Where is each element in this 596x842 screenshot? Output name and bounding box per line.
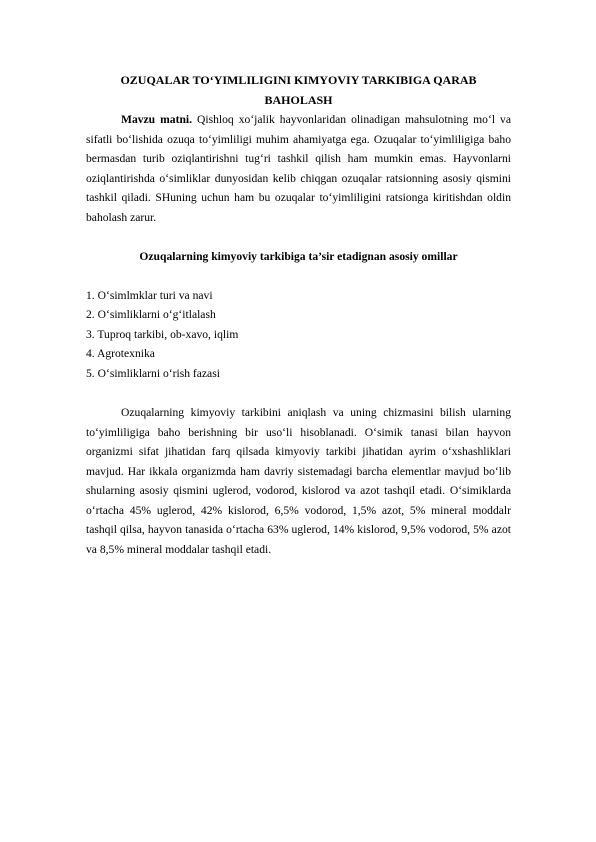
list-item: 5. O‘simliklarni o‘rish fazasi bbox=[86, 366, 220, 380]
composition-paragraph: Ozuqalarning kimyoviy tarkibini aniqlash va uning chizmasini bilish ularning to‘yimliligiga baho berishning bir uso‘li hisoblanadi. O‘simik tanasi bilan hayvon organizmi sifat jihatidan farq qilsada kimyoviy tarkibi jihatidan ayrim o‘xshashliklari mavjud. Har ikkala organizmda ham davriy sistemadagi barcha elementlar mavjud bo‘lib shularning asosiy qismini uglerod, vodorod, kislorod va azot tashqil etadi. O‘simiklarda o‘rtacha 45% uglerod, 42% kislorod, 6,5% vodorod, 1,5% azot, 5% mineral moddalr tashqil qilsa, hayvon tanasida o‘rtacha 63% uglerod, 14% kislorod, 9,5% vodorod, 5% azot va 8,5% mineral moddalar tashqil etadi. bbox=[86, 406, 511, 556]
title-line-2: BAHOLASH bbox=[264, 93, 333, 107]
document-page bbox=[86, 70, 511, 559]
list-item: 2. O‘simliklarni o‘g‘itlalash bbox=[86, 308, 216, 321]
section-subtitle: Ozuqalarning kimyoviy tarkibiga ta’sir etadignan asosiy omillar bbox=[139, 250, 458, 263]
list-item: 4. Agrotexnika bbox=[86, 347, 155, 360]
document-title bbox=[86, 70, 511, 110]
factors-list bbox=[86, 286, 511, 384]
topic-text: Qishloq xo‘jalik hayvonlaridan olinadigan mahsulotning mo‘l va sifatli bo‘lishida ozuqa to‘yimliligi muhim ahamiyatga ega. Ozuqalar to‘yimliligiga baho bermasdan turib oziqlantirishni tug‘ri tashkil qilish ham mumkin emas. Hayvonlarni oziqlantirishda o‘simliklar dunyosidan kelib chiqgan ozuqalar ratsionning asosiy qismini tashkil qiladi. SHuning uchun ham bu ozuqalar to‘yimliligini ratsionga kiritishdan oldin baholash zarur. bbox=[86, 113, 511, 224]
title-line-1: OZUQALAR TO‘YIMLILIGINI KIMYOVIY TARKIBIGA QARAB bbox=[120, 73, 477, 87]
list-item: 1. O‘simlmklar turi va navi bbox=[86, 288, 213, 302]
list-item: 3. Tuproq tarkibi, ob-xavo, iqlim bbox=[86, 327, 239, 341]
topic-label: Mavzu matni. bbox=[121, 113, 193, 126]
topic-paragraph bbox=[86, 110, 511, 227]
